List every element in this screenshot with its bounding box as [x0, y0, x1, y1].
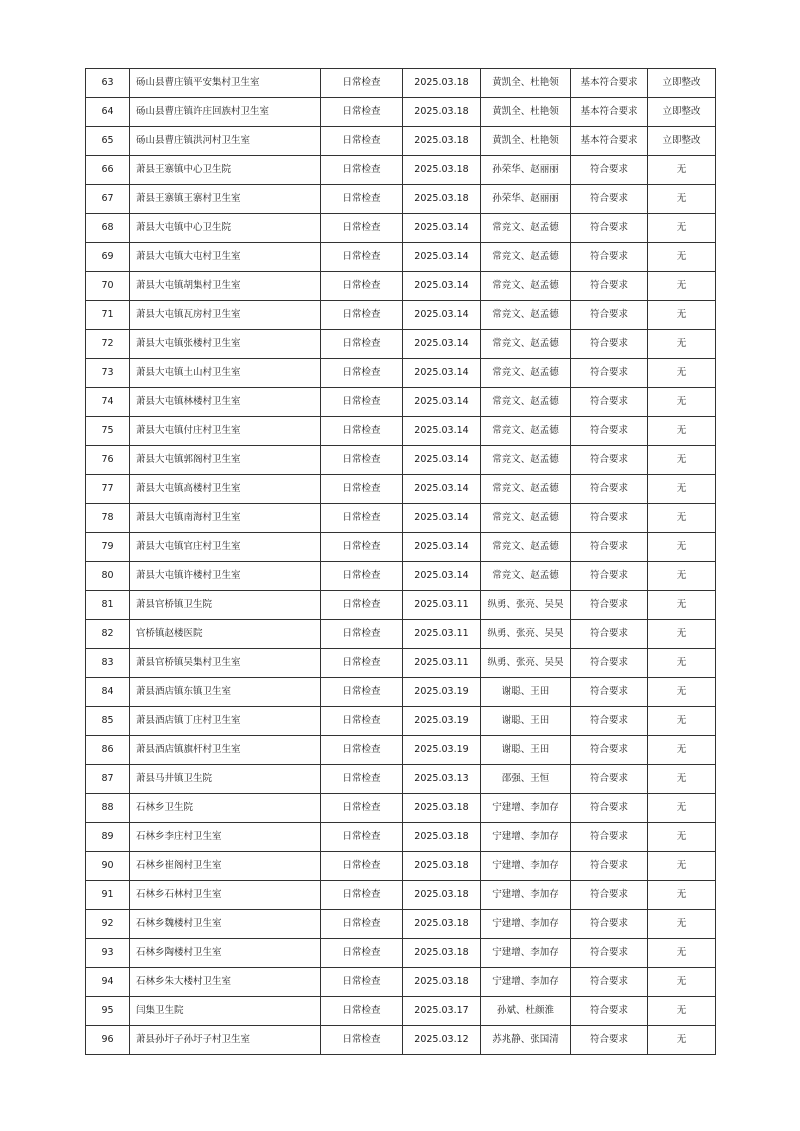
- result-cell: 符合要求: [571, 185, 648, 214]
- result-cell: 符合要求: [571, 910, 648, 939]
- seq-cell: 88: [86, 794, 130, 823]
- institution-name-cell: 萧县孙圩子孙圩子村卫生室: [130, 1026, 321, 1055]
- action-cell: 无: [648, 156, 716, 185]
- action-cell: 无: [648, 301, 716, 330]
- table-row: [86, 98, 716, 127]
- table-row: [86, 388, 716, 417]
- action-cell: 无: [648, 243, 716, 272]
- seq-cell: 76: [86, 446, 130, 475]
- table-body: [86, 69, 716, 1055]
- result-cell: 符合要求: [571, 620, 648, 649]
- action-cell: 无: [648, 504, 716, 533]
- table-row: [86, 1026, 716, 1055]
- institution-name-cell: 萧县王寨镇王寨村卫生室: [130, 185, 321, 214]
- table-row: [86, 504, 716, 533]
- inspection-date-cell: 2025.03.18: [403, 98, 481, 127]
- institution-name-cell: 萧县大屯镇郭阁村卫生室: [130, 446, 321, 475]
- inspectors-cell: 常竞文、赵孟德: [481, 330, 571, 359]
- action-cell: 无: [648, 765, 716, 794]
- inspection-type-cell: 日常检查: [321, 504, 403, 533]
- inspection-date-cell: 2025.03.18: [403, 823, 481, 852]
- inspection-type-cell: 日常检查: [321, 1026, 403, 1055]
- inspectors-cell: 邵强、王恒: [481, 765, 571, 794]
- institution-name-cell: 萧县官桥镇吴集村卫生室: [130, 649, 321, 678]
- inspection-type-cell: 日常检查: [321, 330, 403, 359]
- inspection-date-cell: 2025.03.14: [403, 301, 481, 330]
- result-cell: 基本符合要求: [571, 127, 648, 156]
- result-cell: 符合要求: [571, 1026, 648, 1055]
- inspectors-cell: 孙荣华、赵丽丽: [481, 156, 571, 185]
- inspection-date-cell: 2025.03.14: [403, 388, 481, 417]
- inspectors-cell: 宁建增、李加存: [481, 939, 571, 968]
- inspection-type-cell: 日常检查: [321, 736, 403, 765]
- institution-name-cell: 萧县大屯镇高楼村卫生室: [130, 475, 321, 504]
- institution-name-cell: 砀山县曹庄镇平安集村卫生室: [130, 69, 321, 98]
- seq-cell: 65: [86, 127, 130, 156]
- table-row: [86, 939, 716, 968]
- table-row: [86, 649, 716, 678]
- table-row: [86, 243, 716, 272]
- result-cell: 符合要求: [571, 736, 648, 765]
- inspection-type-cell: 日常检查: [321, 852, 403, 881]
- inspection-type-cell: 日常检查: [321, 823, 403, 852]
- result-cell: 符合要求: [571, 417, 648, 446]
- action-cell: 无: [648, 736, 716, 765]
- institution-name-cell: 萧县王寨镇中心卫生院: [130, 156, 321, 185]
- table-row: [86, 214, 716, 243]
- table-row: [86, 330, 716, 359]
- seq-cell: 91: [86, 881, 130, 910]
- seq-cell: 87: [86, 765, 130, 794]
- institution-name-cell: 萧县大屯镇瓦房村卫生室: [130, 301, 321, 330]
- inspection-date-cell: 2025.03.19: [403, 678, 481, 707]
- inspection-date-cell: 2025.03.14: [403, 272, 481, 301]
- inspection-date-cell: 2025.03.11: [403, 591, 481, 620]
- seq-cell: 85: [86, 707, 130, 736]
- action-cell: 无: [648, 330, 716, 359]
- seq-cell: 96: [86, 1026, 130, 1055]
- inspection-type-cell: 日常检查: [321, 765, 403, 794]
- result-cell: 符合要求: [571, 504, 648, 533]
- seq-cell: 67: [86, 185, 130, 214]
- table-row: [86, 823, 716, 852]
- action-cell: 无: [648, 881, 716, 910]
- inspection-date-cell: 2025.03.18: [403, 156, 481, 185]
- action-cell: 无: [648, 475, 716, 504]
- result-cell: 基本符合要求: [571, 98, 648, 127]
- inspectors-cell: 宁建增、李加存: [481, 881, 571, 910]
- inspection-type-cell: 日常检查: [321, 417, 403, 446]
- inspection-date-cell: 2025.03.14: [403, 533, 481, 562]
- seq-cell: 73: [86, 359, 130, 388]
- inspection-date-cell: 2025.03.14: [403, 243, 481, 272]
- seq-cell: 93: [86, 939, 130, 968]
- inspectors-cell: 常竞文、赵孟德: [481, 243, 571, 272]
- institution-name-cell: 萧县大屯镇林楼村卫生室: [130, 388, 321, 417]
- inspection-type-cell: 日常检查: [321, 388, 403, 417]
- table-row: [86, 620, 716, 649]
- result-cell: 符合要求: [571, 591, 648, 620]
- institution-name-cell: 石林乡卫生院: [130, 794, 321, 823]
- inspection-type-cell: 日常检查: [321, 678, 403, 707]
- result-cell: 符合要求: [571, 214, 648, 243]
- action-cell: 无: [648, 823, 716, 852]
- inspection-type-cell: 日常检查: [321, 301, 403, 330]
- inspectors-cell: 谢聪、王田: [481, 678, 571, 707]
- action-cell: 无: [648, 649, 716, 678]
- result-cell: 符合要求: [571, 272, 648, 301]
- institution-name-cell: 萧县酒店镇丁庄村卫生室: [130, 707, 321, 736]
- inspection-type-cell: 日常检查: [321, 968, 403, 997]
- inspection-type-cell: 日常检查: [321, 185, 403, 214]
- result-cell: 符合要求: [571, 997, 648, 1026]
- inspectors-cell: 纵勇、张亮、吴昊: [481, 591, 571, 620]
- seq-cell: 94: [86, 968, 130, 997]
- institution-name-cell: 萧县官桥镇卫生院: [130, 591, 321, 620]
- result-cell: 符合要求: [571, 968, 648, 997]
- inspection-type-cell: 日常检查: [321, 214, 403, 243]
- institution-name-cell: 萧县酒店镇旗杆村卫生室: [130, 736, 321, 765]
- result-cell: 符合要求: [571, 649, 648, 678]
- result-cell: 符合要求: [571, 156, 648, 185]
- seq-cell: 82: [86, 620, 130, 649]
- inspection-date-cell: 2025.03.19: [403, 736, 481, 765]
- inspection-type-cell: 日常检查: [321, 649, 403, 678]
- table-row: [86, 910, 716, 939]
- action-cell: 无: [648, 214, 716, 243]
- inspection-date-cell: 2025.03.14: [403, 504, 481, 533]
- table-row: [86, 707, 716, 736]
- result-cell: 符合要求: [571, 823, 648, 852]
- action-cell: 无: [648, 852, 716, 881]
- table-row: [86, 591, 716, 620]
- table-row: [86, 156, 716, 185]
- institution-name-cell: 萧县大屯镇张楼村卫生室: [130, 330, 321, 359]
- institution-name-cell: 官桥镇赵楼医院: [130, 620, 321, 649]
- table-row: [86, 968, 716, 997]
- inspectors-cell: 谢聪、王田: [481, 736, 571, 765]
- inspection-type-cell: 日常检查: [321, 243, 403, 272]
- inspection-date-cell: 2025.03.18: [403, 794, 481, 823]
- inspectors-cell: 常竞文、赵孟德: [481, 562, 571, 591]
- table-row: [86, 301, 716, 330]
- inspection-type-cell: 日常检查: [321, 533, 403, 562]
- inspectors-cell: 宁建增、李加存: [481, 823, 571, 852]
- table-row: [86, 678, 716, 707]
- inspection-record-table: [85, 68, 716, 1055]
- institution-name-cell: 萧县大屯镇土山村卫生室: [130, 359, 321, 388]
- result-cell: 符合要求: [571, 794, 648, 823]
- action-cell: 无: [648, 678, 716, 707]
- action-cell: 无: [648, 359, 716, 388]
- inspectors-cell: 常竞文、赵孟德: [481, 446, 571, 475]
- inspectors-cell: 纵勇、张亮、吴昊: [481, 649, 571, 678]
- seq-cell: 90: [86, 852, 130, 881]
- table-row: [86, 185, 716, 214]
- action-cell: 无: [648, 272, 716, 301]
- inspection-date-cell: 2025.03.18: [403, 185, 481, 214]
- action-cell: 无: [648, 562, 716, 591]
- result-cell: 符合要求: [571, 678, 648, 707]
- result-cell: 符合要求: [571, 330, 648, 359]
- result-cell: 符合要求: [571, 765, 648, 794]
- table-row: [86, 417, 716, 446]
- inspectors-cell: 常竞文、赵孟德: [481, 359, 571, 388]
- institution-name-cell: 萧县大屯镇大屯村卫生室: [130, 243, 321, 272]
- seq-cell: 92: [86, 910, 130, 939]
- inspectors-cell: 孙荣华、赵丽丽: [481, 185, 571, 214]
- table-row: [86, 997, 716, 1026]
- inspection-type-cell: 日常检查: [321, 156, 403, 185]
- result-cell: 符合要求: [571, 243, 648, 272]
- action-cell: 立即整改: [648, 69, 716, 98]
- inspectors-cell: 常竞文、赵孟德: [481, 272, 571, 301]
- inspectors-cell: 常竞文、赵孟德: [481, 504, 571, 533]
- table-row: [86, 852, 716, 881]
- inspection-type-cell: 日常检查: [321, 881, 403, 910]
- result-cell: 符合要求: [571, 359, 648, 388]
- seq-cell: 69: [86, 243, 130, 272]
- table-row: [86, 533, 716, 562]
- inspection-date-cell: 2025.03.18: [403, 939, 481, 968]
- inspection-type-cell: 日常检查: [321, 591, 403, 620]
- inspection-date-cell: 2025.03.17: [403, 997, 481, 1026]
- action-cell: 无: [648, 620, 716, 649]
- institution-name-cell: 石林乡李庄村卫生室: [130, 823, 321, 852]
- action-cell: 无: [648, 910, 716, 939]
- institution-name-cell: 石林乡朱大楼村卫生室: [130, 968, 321, 997]
- inspectors-cell: 纵勇、张亮、吴昊: [481, 620, 571, 649]
- inspectors-cell: 常竞文、赵孟德: [481, 388, 571, 417]
- seq-cell: 72: [86, 330, 130, 359]
- result-cell: 符合要求: [571, 446, 648, 475]
- inspection-date-cell: 2025.03.14: [403, 475, 481, 504]
- table-row: [86, 765, 716, 794]
- seq-cell: 80: [86, 562, 130, 591]
- inspection-type-cell: 日常检查: [321, 910, 403, 939]
- inspection-date-cell: 2025.03.11: [403, 620, 481, 649]
- result-cell: 符合要求: [571, 533, 648, 562]
- action-cell: 无: [648, 1026, 716, 1055]
- action-cell: 无: [648, 446, 716, 475]
- action-cell: 无: [648, 939, 716, 968]
- inspection-date-cell: 2025.03.18: [403, 852, 481, 881]
- inspectors-cell: 常竞文、赵孟德: [481, 533, 571, 562]
- inspection-date-cell: 2025.03.12: [403, 1026, 481, 1055]
- seq-cell: 83: [86, 649, 130, 678]
- seq-cell: 71: [86, 301, 130, 330]
- inspection-type-cell: 日常检查: [321, 562, 403, 591]
- inspection-date-cell: 2025.03.14: [403, 330, 481, 359]
- table-row: [86, 562, 716, 591]
- inspectors-cell: 黄凯全、杜艳领: [481, 127, 571, 156]
- inspection-type-cell: 日常检查: [321, 620, 403, 649]
- action-cell: 无: [648, 997, 716, 1026]
- action-cell: 无: [648, 533, 716, 562]
- inspection-type-cell: 日常检查: [321, 359, 403, 388]
- institution-name-cell: 石林乡魏楼村卫生室: [130, 910, 321, 939]
- institution-name-cell: 萧县大屯镇胡集村卫生室: [130, 272, 321, 301]
- seq-cell: 70: [86, 272, 130, 301]
- inspection-type-cell: 日常检查: [321, 446, 403, 475]
- inspection-date-cell: 2025.03.14: [403, 359, 481, 388]
- inspectors-cell: 黄凯全、杜艳领: [481, 98, 571, 127]
- result-cell: 符合要求: [571, 562, 648, 591]
- inspectors-cell: 黄凯全、杜艳领: [481, 69, 571, 98]
- inspectors-cell: 宁建增、李加存: [481, 794, 571, 823]
- result-cell: 符合要求: [571, 707, 648, 736]
- seq-cell: 74: [86, 388, 130, 417]
- inspection-type-cell: 日常检查: [321, 794, 403, 823]
- table-row: [86, 69, 716, 98]
- inspection-type-cell: 日常检查: [321, 69, 403, 98]
- inspectors-cell: 常竞文、赵孟德: [481, 301, 571, 330]
- institution-name-cell: 石林乡石林村卫生室: [130, 881, 321, 910]
- institution-name-cell: 石林乡崔阁村卫生室: [130, 852, 321, 881]
- seq-cell: 79: [86, 533, 130, 562]
- result-cell: 符合要求: [571, 939, 648, 968]
- result-cell: 符合要求: [571, 388, 648, 417]
- seq-cell: 86: [86, 736, 130, 765]
- inspection-type-cell: 日常检查: [321, 475, 403, 504]
- seq-cell: 81: [86, 591, 130, 620]
- result-cell: 符合要求: [571, 852, 648, 881]
- inspection-date-cell: 2025.03.18: [403, 881, 481, 910]
- inspectors-cell: 孙斌、杜颜淮: [481, 997, 571, 1026]
- inspectors-cell: 宁建增、李加存: [481, 852, 571, 881]
- table-row: [86, 475, 716, 504]
- seq-cell: 89: [86, 823, 130, 852]
- seq-cell: 95: [86, 997, 130, 1026]
- inspectors-cell: 宁建增、李加存: [481, 968, 571, 997]
- result-cell: 基本符合要求: [571, 69, 648, 98]
- inspection-date-cell: 2025.03.18: [403, 968, 481, 997]
- seq-cell: 77: [86, 475, 130, 504]
- seq-cell: 68: [86, 214, 130, 243]
- table-row: [86, 127, 716, 156]
- inspectors-cell: 常竞文、赵孟德: [481, 417, 571, 446]
- inspection-date-cell: 2025.03.14: [403, 214, 481, 243]
- inspection-type-cell: 日常检查: [321, 272, 403, 301]
- action-cell: 无: [648, 417, 716, 446]
- inspection-date-cell: 2025.03.14: [403, 562, 481, 591]
- table-row: [86, 446, 716, 475]
- institution-name-cell: 萧县大屯镇许楼村卫生室: [130, 562, 321, 591]
- action-cell: 无: [648, 794, 716, 823]
- inspection-type-cell: 日常检查: [321, 707, 403, 736]
- table-row: [86, 736, 716, 765]
- seq-cell: 84: [86, 678, 130, 707]
- institution-name-cell: 萧县酒店镇东镇卫生室: [130, 678, 321, 707]
- inspection-type-cell: 日常检查: [321, 939, 403, 968]
- seq-cell: 75: [86, 417, 130, 446]
- action-cell: 无: [648, 591, 716, 620]
- table-row: [86, 272, 716, 301]
- institution-name-cell: 萧县马井镇卫生院: [130, 765, 321, 794]
- institution-name-cell: 萧县大屯镇付庄村卫生室: [130, 417, 321, 446]
- institution-name-cell: 萧县大屯镇官庄村卫生室: [130, 533, 321, 562]
- inspection-type-cell: 日常检查: [321, 127, 403, 156]
- result-cell: 符合要求: [571, 475, 648, 504]
- seq-cell: 66: [86, 156, 130, 185]
- action-cell: 无: [648, 185, 716, 214]
- institution-name-cell: 萧县大屯镇中心卫生院: [130, 214, 321, 243]
- institution-name-cell: 砀山县曹庄镇洪河村卫生室: [130, 127, 321, 156]
- action-cell: 立即整改: [648, 98, 716, 127]
- inspection-date-cell: 2025.03.13: [403, 765, 481, 794]
- table-row: [86, 359, 716, 388]
- table-row: [86, 794, 716, 823]
- institution-name-cell: 砀山县曹庄镇许庄回族村卫生室: [130, 98, 321, 127]
- inspection-date-cell: 2025.03.11: [403, 649, 481, 678]
- institution-name-cell: 石林乡陶楼村卫生室: [130, 939, 321, 968]
- action-cell: 立即整改: [648, 127, 716, 156]
- institution-name-cell: 闫集卫生院: [130, 997, 321, 1026]
- inspectors-cell: 常竞文、赵孟德: [481, 214, 571, 243]
- seq-cell: 64: [86, 98, 130, 127]
- inspectors-cell: 谢聪、王田: [481, 707, 571, 736]
- inspectors-cell: 苏兆静、张国清: [481, 1026, 571, 1055]
- table-row: [86, 881, 716, 910]
- inspection-type-cell: 日常检查: [321, 997, 403, 1026]
- institution-name-cell: 萧县大屯镇南海村卫生室: [130, 504, 321, 533]
- inspection-date-cell: 2025.03.19: [403, 707, 481, 736]
- seq-cell: 78: [86, 504, 130, 533]
- result-cell: 符合要求: [571, 881, 648, 910]
- action-cell: 无: [648, 388, 716, 417]
- seq-cell: 63: [86, 69, 130, 98]
- inspectors-cell: 宁建增、李加存: [481, 910, 571, 939]
- action-cell: 无: [648, 968, 716, 997]
- inspection-date-cell: 2025.03.18: [403, 910, 481, 939]
- inspection-date-cell: 2025.03.14: [403, 417, 481, 446]
- inspection-type-cell: 日常检查: [321, 98, 403, 127]
- inspectors-cell: 常竞文、赵孟德: [481, 475, 571, 504]
- action-cell: 无: [648, 707, 716, 736]
- inspection-date-cell: 2025.03.18: [403, 127, 481, 156]
- inspection-date-cell: 2025.03.18: [403, 69, 481, 98]
- inspection-date-cell: 2025.03.14: [403, 446, 481, 475]
- result-cell: 符合要求: [571, 301, 648, 330]
